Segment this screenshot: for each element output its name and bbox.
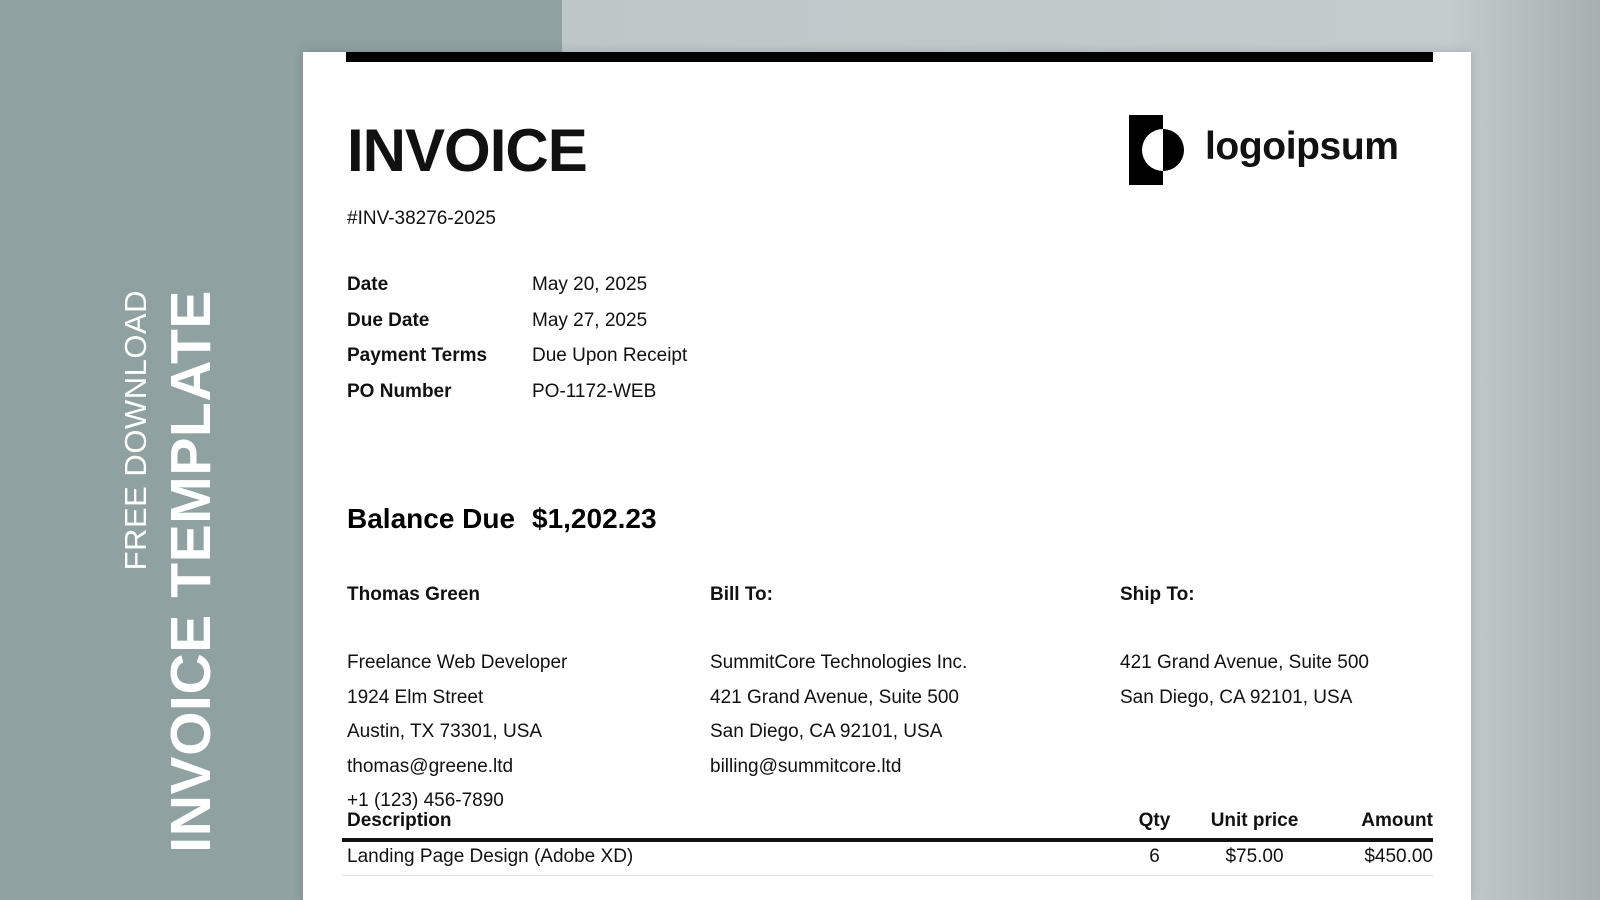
table-header <box>342 806 1433 842</box>
sender-line: Austin, TX 73301, USA <box>347 721 543 742</box>
side-label <box>118 290 228 855</box>
sender-line: Freelance Web Developer <box>347 652 568 673</box>
sender-email: thomas@greene.ltd <box>347 755 514 777</box>
header-unit-price: Unit price <box>1210 810 1299 831</box>
balance-due-value: $1,202.23 <box>532 503 657 534</box>
balance-due-label: Balance Due <box>347 503 516 534</box>
row-description: Landing Page Design (Adobe XD) <box>347 846 634 867</box>
logo-mark-icon <box>1129 115 1185 185</box>
bill-to-block <box>710 584 967 790</box>
logo-text: logoipsum <box>1205 125 1399 168</box>
meta-value: May 20, 2025 <box>532 274 648 295</box>
invoice-title: INVOICE <box>347 117 587 184</box>
ship-to-line: 421 Grand Avenue, Suite 500 <box>1120 652 1369 673</box>
bill-to-title: Bill To: <box>710 584 773 605</box>
invoice-template-label: INVOICE TEMPLATE <box>159 290 223 853</box>
sender-block <box>347 584 567 825</box>
ship-to-block <box>1120 584 1369 721</box>
sender-line: 1924 Elm Street <box>347 686 484 708</box>
meta-row-po-number <box>347 381 767 417</box>
top-bar <box>346 52 1433 62</box>
meta-row-payment-terms <box>347 345 767 381</box>
meta-label: PO Number <box>347 380 452 402</box>
meta-value: Due Upon Receipt <box>532 345 688 366</box>
sender-phone: +1 (123) 456-7890 <box>347 790 504 811</box>
sender-name: Thomas Green <box>347 584 481 605</box>
meta-row-due-date <box>347 310 767 346</box>
bill-to-line: 421 Grand Avenue, Suite 500 <box>710 686 959 708</box>
invoice-meta <box>347 274 767 416</box>
header-description: Description <box>347 810 452 831</box>
row-qty: 6 <box>1149 846 1160 867</box>
meta-value: PO-1172-WEB <box>532 380 657 402</box>
meta-value: May 27, 2025 <box>532 309 648 331</box>
meta-label: Date <box>347 274 389 295</box>
invoice-document <box>303 52 1471 900</box>
balance-due <box>347 503 707 543</box>
bill-to-email: billing@summitcore.ltd <box>710 755 902 777</box>
ship-to-line: San Diego, CA 92101, USA <box>1120 686 1353 708</box>
meta-label: Payment Terms <box>347 345 488 366</box>
header-qty: Qty <box>1138 810 1171 831</box>
table-row <box>342 842 1433 876</box>
line-items-table <box>342 806 1433 876</box>
row-amount: $450.00 <box>1364 846 1433 867</box>
invoice-number: #INV-38276-2025 <box>347 208 496 229</box>
meta-label: Due Date <box>347 309 430 331</box>
header-amount: Amount <box>1361 810 1433 831</box>
ship-to-title: Ship To: <box>1120 584 1195 605</box>
company-logo <box>1129 115 1409 187</box>
side-label-text <box>118 290 228 855</box>
bill-to-line: SummitCore Technologies Inc. <box>710 652 968 673</box>
bill-to-line: San Diego, CA 92101, USA <box>710 721 943 742</box>
row-unit-price: $75.00 <box>1225 846 1284 867</box>
meta-row-date <box>347 274 767 310</box>
free-download-label: FREE DOWNLOAD <box>118 290 153 571</box>
